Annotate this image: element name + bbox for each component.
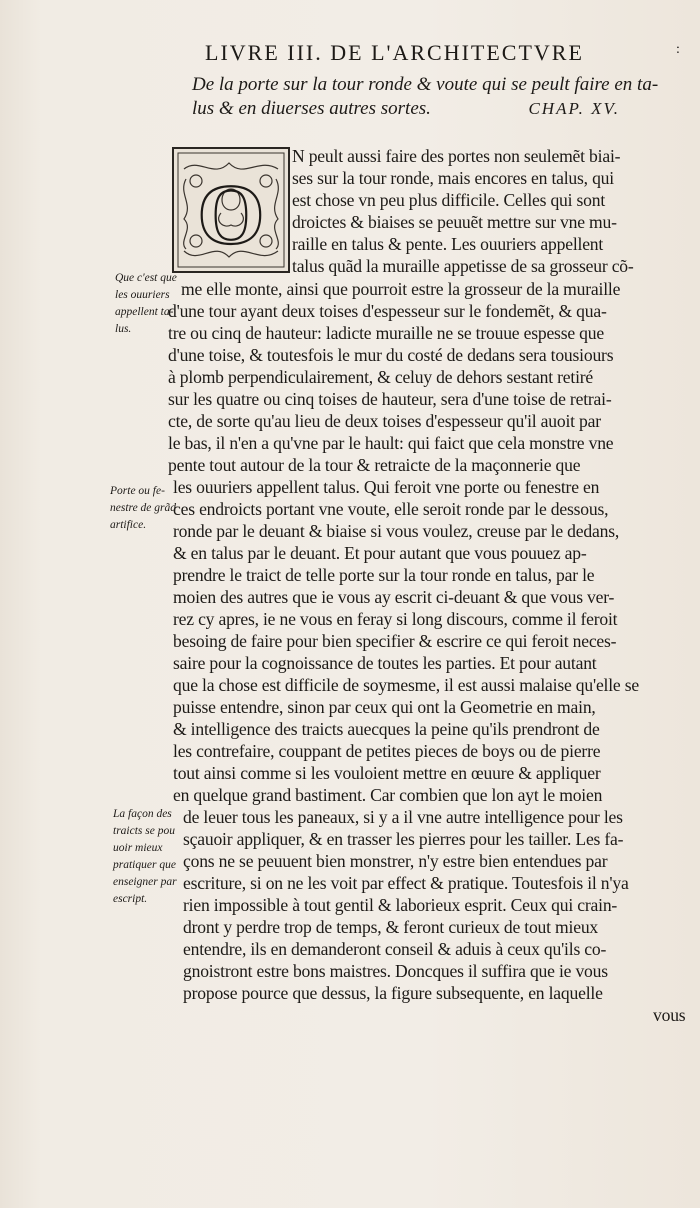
body-line: entendre, ils en demanderont conseil & aduis à ceux qu'ils co-: [183, 939, 607, 959]
body-line: droictes & biaises se peuuẽt mettre sur vne mu-: [292, 212, 617, 232]
body-line: vous: [653, 1005, 686, 1025]
body-line: que la chose est difficile de soymesme, il est aussi malaise qu'elle se: [173, 675, 639, 695]
body-line: çons ne se peuuent bien monstrer, n'y estre bien entendues par: [183, 851, 608, 871]
chapter-title-line: De la porte sur la tour ronde & voute qui se peult faire en ta-: [192, 74, 659, 95]
body-line: moien des autres que ie vous ay escrit ci-deuant & que vous ver-: [173, 587, 615, 607]
body-line: talus quãd la muraille appetisse de sa grosseur cõ-: [292, 256, 634, 276]
margin-note-line: La façon des: [113, 808, 172, 820]
body-line: besoing de faire pour bien specifier & escrire ce qui feroit neces-: [173, 631, 617, 651]
margin-note-line: lus.: [115, 323, 132, 335]
body-line: tout ainsi comme si les vouloient mettre en œuure & appliquer: [173, 763, 601, 783]
chapter-title-line: lus & en diuerses autres sortes.: [192, 98, 431, 119]
body-line: gnoistront estre bons maistres. Doncques il suffira que ie vous: [183, 961, 608, 981]
body-line: d'une toise, & toutesfois le mur du costé de dedans sera tousiours: [168, 345, 614, 365]
body-line: & intelligence des traicts auecques la peine qu'ils prendront de: [173, 719, 600, 739]
body-line: pente tout autour de la tour & retraicte de la maçonnerie que: [168, 455, 581, 475]
body-line: en quelque grand bastiment. Car combien que lon ayt le moien: [173, 785, 603, 805]
running-head: LIVRE III. DE L'ARCHITECTVRE: [205, 40, 584, 65]
margin-note-line: pratiquer que: [113, 859, 176, 871]
initial-letter: O: [197, 166, 265, 262]
body-line: rien impossible à tout gentil & laborieux esprit. Ceux qui crain-: [183, 895, 618, 915]
chapter-number: CHAP. XV.: [528, 99, 620, 118]
body-line: rez cy apres, ie ne vous en feray si long discours, comme il feroit: [173, 609, 618, 629]
margin-note-line: artifice.: [110, 519, 147, 531]
body-line: à plomb perpendiculairement, & celuy de dehors sestant retiré: [168, 367, 594, 387]
margin-note-line: enseigner par: [113, 876, 177, 888]
body-line: ces endroicts portant vne voute, elle seroit ronde par le dessous,: [173, 499, 609, 519]
body-line: ses sur la tour ronde, mais encores en talus, qui: [292, 168, 614, 188]
body-line: propose pource que dessus, la figure subsequente, en laquelle: [183, 983, 603, 1003]
body-line: cte, de sorte qu'au lieu de deux toises d'espesseur qu'il auoit par: [168, 411, 601, 431]
margin-note: [115, 270, 177, 338]
body-line: me elle monte, ainsi que pourroit estre la grosseur de la muraille: [181, 279, 621, 299]
body-line: les contrefaire, couppant de petites pieces de boys ou de pierre: [173, 741, 601, 761]
body-line: tre ou cinq de hauteur: ladicte muraille ne se trouue espesse que: [168, 323, 604, 343]
body-line: le bas, il n'en a qu'vne par le hault: qui faict que cela monstre vne: [168, 433, 614, 453]
margin-note-line: Porte ou fe-: [110, 485, 165, 497]
body-line: saire pour la cognoissance de toutes les parties. Et pour autant: [173, 653, 597, 673]
margin-note-line: Que c'est que: [115, 272, 177, 284]
body-line: est chose vn peu plus difficile. Celles qui sont: [292, 190, 606, 210]
body-line: raille en talus & pente. Les ouuriers appellent: [292, 234, 604, 254]
body-line: puisse entendre, sinon par ceux qui ont la Geometrie en main,: [173, 697, 596, 717]
body-line: escriture, si on ne les voit par effect & pratique. Toutesfois il n'ya: [183, 873, 629, 893]
body-line: prendre le traict de telle porte sur la tour ronde en talus, par le: [173, 565, 595, 585]
margin-note-line: escript.: [113, 893, 148, 905]
margin-note-line: appellent ta-: [115, 306, 174, 318]
body-line: dront y perdre trop de temps, & feront curieux de tout mieux: [183, 917, 599, 937]
body-line: sur les quatre ou cinq toises de hauteur, sera d'une toise de retrai-: [168, 389, 612, 409]
margin-note-line: les ouuriers: [115, 289, 170, 301]
margin-note-line: traicts se pou: [113, 825, 175, 837]
margin-note: [113, 806, 177, 908]
body-line: les ouuriers appellent talus. Qui feroit vne porte ou fenestre en: [173, 477, 600, 497]
body-line: d'une tour ayant deux toises d'espesseur sur le fondemẽt, & qua-: [168, 301, 607, 321]
body-line: ronde par le deuant & biaise si vous voulez, creuse par le dedans,: [173, 521, 620, 541]
margin-note-line: nestre de grãd: [110, 502, 177, 514]
body-line: N peult aussi faire des portes non seulemẽt biai-: [292, 146, 621, 166]
margin-note: [110, 483, 176, 534]
body-line: de leuer tous les paneaux, si y a il vne autre intelligence pour les: [183, 807, 623, 827]
body-line: & en talus par le deuant. Et pour autant que vous pouuez ap-: [173, 543, 587, 563]
folio-mark: :: [676, 42, 680, 57]
margin-note-line: uoir mieux: [113, 842, 163, 854]
body-line: sçauoir appliquer, & en trasser les pierres pour les tailler. Les fa-: [183, 829, 624, 849]
